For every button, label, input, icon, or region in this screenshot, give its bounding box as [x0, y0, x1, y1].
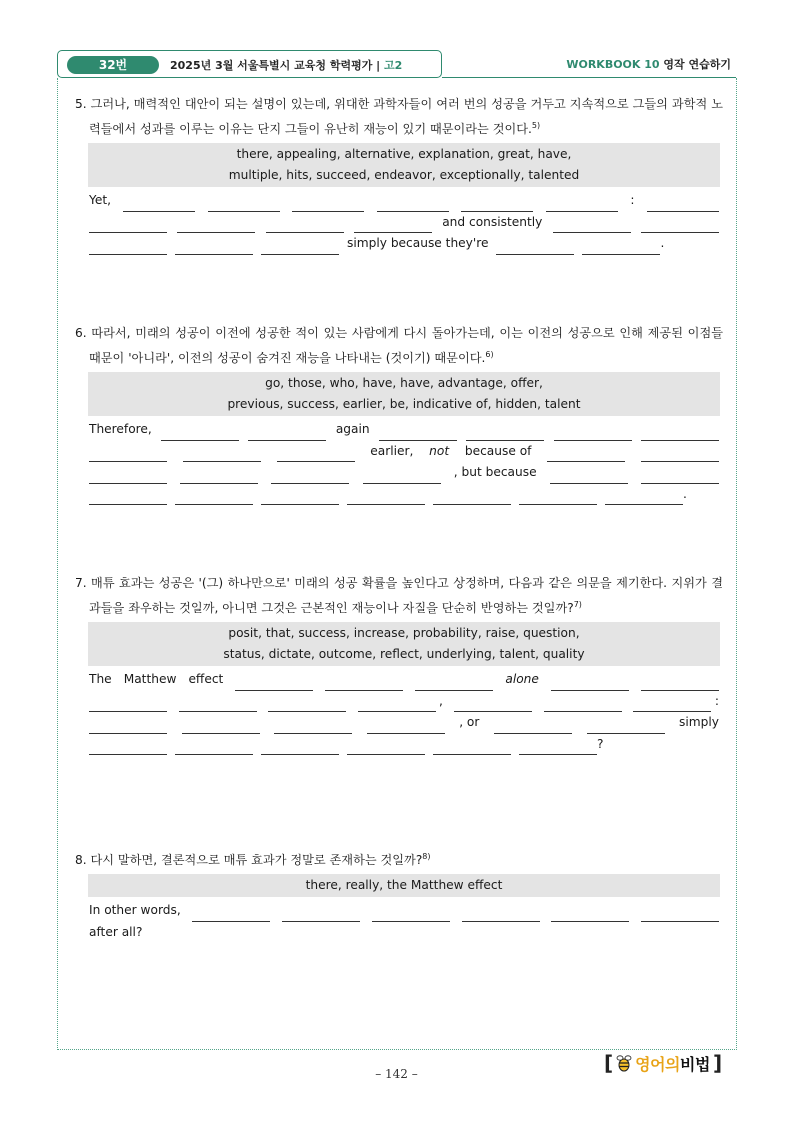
answer-blank[interactable] [641, 469, 719, 484]
answer-blank[interactable] [89, 697, 167, 712]
answer-text: after all? [89, 924, 143, 939]
answer-blank[interactable] [89, 447, 167, 462]
footnote-marker: 8) [422, 852, 431, 861]
answer-text: The [89, 672, 112, 687]
logo-bracket-left: [ [604, 1051, 614, 1075]
answer-blank[interactable] [175, 240, 253, 255]
answer-blank[interactable] [261, 740, 339, 755]
question-8 [75, 846, 723, 943]
answer-text: because of [464, 443, 532, 458]
footnote-marker: 5) [531, 121, 541, 130]
word-bank [88, 622, 720, 666]
answer-blank[interactable] [605, 490, 683, 505]
answer-blank[interactable] [379, 426, 457, 441]
answer-blank[interactable] [553, 218, 631, 233]
answer-text: again [335, 422, 370, 437]
answer-blank[interactable] [641, 426, 719, 441]
question-text [75, 846, 723, 871]
answer-text: . [660, 236, 665, 251]
logo-text [635, 1052, 710, 1075]
answer-blank[interactable] [544, 697, 622, 712]
answer-blank[interactable] [89, 469, 167, 484]
question-text [75, 573, 723, 619]
word-bank [88, 143, 720, 187]
answer-row [89, 212, 719, 234]
answer-blank[interactable] [292, 197, 364, 212]
workbook-title [566, 56, 731, 72]
answer-row [89, 691, 719, 713]
answer-blank[interactable] [347, 740, 425, 755]
word-bank [88, 874, 720, 897]
answer-blank[interactable] [354, 218, 432, 233]
logo-text-part: 영어의 [635, 1054, 681, 1074]
answer-text: and consistently [442, 214, 543, 229]
word-bank-line: there, appealing, alternative, explanation, great, have, [236, 147, 572, 162]
answer-blank[interactable] [282, 907, 360, 922]
answer-text: ? [597, 736, 604, 751]
answer-blank[interactable] [183, 447, 261, 462]
answer-text: Matthew [123, 672, 177, 687]
answer-blank[interactable] [633, 697, 711, 712]
answer-blank[interactable] [496, 240, 574, 255]
answer-row [89, 712, 719, 734]
word-bank-line: go, those, who, have, have, advantage, offer, [265, 376, 543, 391]
answer-blank[interactable] [641, 676, 719, 691]
question-6 [75, 323, 723, 505]
answer-text: : [630, 193, 635, 208]
answer-row [89, 462, 719, 484]
grade-label: 고2 [384, 59, 403, 72]
question-prompt: 5. 그러나, 매력적인 대안이 되는 설명이 있는데, 위대한 과학자들이 여러 번의 성공을 거두고 지속적으로 그들의 과학적 노력들에서 성과를 이루는 이유는 단지 그들이 유난히 재능이 있기 때문이라는 것이다. [75, 97, 723, 137]
answer-blank[interactable] [274, 719, 352, 734]
answer-blank[interactable] [89, 490, 167, 505]
answer-blank[interactable] [415, 676, 493, 691]
page-number: – 142 – [375, 1067, 418, 1081]
answer-blank[interactable] [519, 740, 597, 755]
answer-blank[interactable] [641, 218, 719, 233]
answer-blank[interactable] [372, 907, 450, 922]
answer-text: : [714, 693, 719, 708]
answer-blank[interactable] [587, 719, 665, 734]
answer-blank[interactable] [268, 697, 346, 712]
answer-row [89, 734, 719, 756]
answer-blank[interactable] [547, 447, 625, 462]
word-bank-line: multiple, hits, succeed, endeavor, exceptionally, talented [228, 168, 580, 183]
word-bank [88, 372, 720, 416]
answer-blank[interactable] [647, 197, 719, 212]
answer-blank[interactable] [494, 719, 572, 734]
question-prompt: 6. 따라서, 미래의 성공이 이전에 성공한 적이 있는 사람에게 다시 돌아가는데, 이는 이전의 성공으로 인해 제공된 이점들 때문이 '아니라', 이전의 성공이 숨겨진 재능을 나타내는 (것이기) 때문이다. [75, 326, 723, 366]
answer-blank[interactable] [248, 426, 326, 441]
question-7 [75, 573, 723, 755]
answer-row [89, 900, 719, 922]
answer-area [89, 190, 719, 255]
answer-text: , [439, 693, 443, 708]
question-prompt: 7. 매튜 효과는 성공은 '(그) 하나만으로' 미래의 성공 확률을 높인다고 상정하며, 다음과 같은 의문을 제기한다. 지위가 결과들을 좌우하는 것일까, 아니면 그것은 근본적인 재능이나 자질을 단순히 반영하는 것일까? [75, 576, 723, 616]
answer-text: . [683, 486, 687, 501]
answer-text: Yet, [89, 193, 111, 208]
word-bank-line: posit, that, success, increase, probability, raise, question, [228, 626, 580, 641]
exam-title-text: 2025년 3월 서울특별시 교육청 학력평가 | [170, 59, 385, 72]
answer-blank[interactable] [89, 740, 167, 755]
answer-text: effect [188, 672, 224, 687]
workbook-subtitle: 영작 연습하기 [659, 58, 731, 71]
answer-blank[interactable] [363, 469, 441, 484]
answer-blank[interactable] [271, 469, 349, 484]
answer-row [89, 669, 719, 691]
answer-blank[interactable] [546, 197, 618, 212]
answer-blank[interactable] [462, 907, 540, 922]
answer-text: Therefore, [89, 422, 152, 437]
answer-blank[interactable] [89, 218, 167, 233]
answer-blank[interactable] [377, 197, 449, 212]
answer-blank[interactable] [180, 469, 258, 484]
exam-title [170, 57, 402, 73]
answer-text: simply [679, 715, 719, 730]
answer-blank[interactable] [454, 697, 532, 712]
answer-text-emphasis: alone [505, 672, 539, 687]
answer-row [89, 233, 719, 255]
footnote-marker: 7) [573, 600, 582, 609]
answer-blank[interactable] [641, 447, 719, 462]
answer-blank[interactable] [367, 719, 445, 734]
answer-text-emphasis: not [429, 443, 450, 458]
answer-blank[interactable] [433, 740, 511, 755]
answer-blank[interactable] [123, 197, 195, 212]
logo-text-part: 비법 [680, 1054, 710, 1074]
publisher-logo [604, 1051, 722, 1075]
answer-row [89, 190, 719, 212]
answer-text: , but because [453, 465, 537, 480]
answer-blank[interactable] [582, 240, 660, 255]
answer-blank[interactable] [461, 197, 533, 212]
question-prompt: 8. 다시 말하면, 결론적으로 매튜 효과가 정말로 존재하는 것일까? [75, 853, 423, 868]
answer-blank[interactable] [175, 740, 253, 755]
question-5 [75, 94, 723, 255]
question-number-badge: 32번 [67, 56, 159, 74]
answer-blank[interactable] [89, 240, 167, 255]
question-text [75, 94, 723, 140]
answer-area [89, 900, 719, 943]
answer-blank[interactable] [235, 676, 313, 691]
answer-blank[interactable] [519, 490, 597, 505]
answer-blank[interactable] [208, 197, 280, 212]
answer-blank[interactable] [551, 676, 629, 691]
word-bank-line: previous, success, earlier, be, indicative of, hidden, talent [227, 397, 581, 412]
answer-blank[interactable] [89, 719, 167, 734]
answer-text: earlier, [370, 443, 414, 458]
answer-blank[interactable] [179, 697, 257, 712]
answer-blank[interactable] [551, 907, 629, 922]
answer-area [89, 669, 719, 755]
footnote-marker: 6) [485, 350, 494, 359]
answer-text: simply because they're [347, 236, 489, 251]
answer-blank[interactable] [261, 240, 339, 255]
answer-row [89, 922, 719, 944]
question-text [75, 323, 723, 369]
logo-bracket-right: ] [712, 1051, 723, 1075]
answer-blank[interactable] [641, 907, 719, 922]
answer-blank[interactable] [261, 490, 339, 505]
answer-blank[interactable] [554, 426, 632, 441]
answer-blank[interactable] [177, 218, 255, 233]
answer-text: In other words, [89, 903, 181, 918]
answer-blank[interactable] [277, 447, 355, 462]
answer-row [89, 419, 719, 441]
answer-blank[interactable] [550, 469, 628, 484]
answer-blank[interactable] [266, 218, 344, 233]
answer-blank[interactable] [347, 490, 425, 505]
word-bank-line: there, really, the Matthew effect [305, 878, 503, 893]
answer-blank[interactable] [161, 426, 239, 441]
answer-text: , or [459, 715, 480, 730]
answer-blank[interactable] [466, 426, 544, 441]
answer-row [89, 484, 719, 506]
answer-row [89, 441, 719, 463]
bee-icon [616, 1054, 632, 1072]
word-bank-line: status, dictate, outcome, reflect, underlying, talent, quality [223, 647, 585, 662]
answer-blank[interactable] [192, 907, 270, 922]
workbook-label: WORKBOOK 10 [566, 58, 660, 71]
answer-blank[interactable] [433, 490, 511, 505]
answer-blank[interactable] [175, 490, 253, 505]
answer-blank[interactable] [325, 676, 403, 691]
answer-blank[interactable] [182, 719, 260, 734]
answer-area [89, 419, 719, 505]
answer-blank[interactable] [358, 697, 436, 712]
